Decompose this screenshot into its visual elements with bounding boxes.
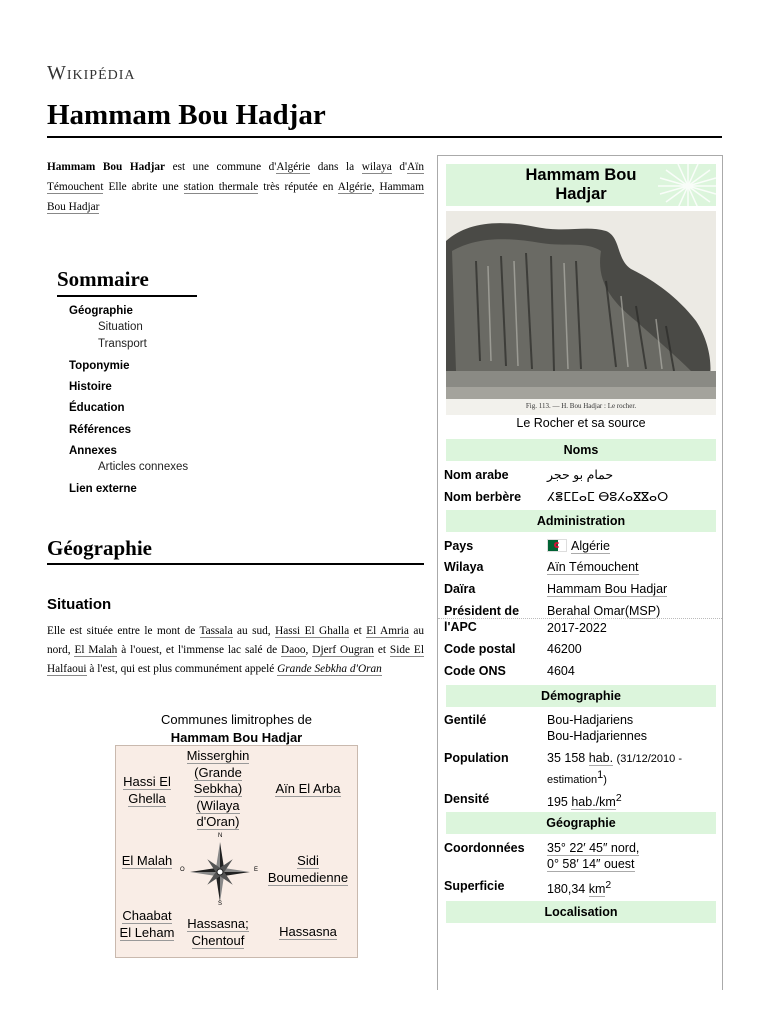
- communes-table: [115, 745, 358, 958]
- intro-text: ,: [371, 181, 380, 193]
- label-code-postal: Code postal: [444, 642, 516, 656]
- link-pays-algerie[interactable]: Algérie: [571, 539, 610, 553]
- infobox-title-text: Hammam Bou Hadjar: [525, 166, 637, 203]
- communes-caption-bold: Hammam Bou Hadjar: [170, 730, 303, 745]
- intro-text: d': [391, 161, 408, 173]
- infobox-section-noms: Noms: [446, 439, 716, 461]
- value-wilaya: [547, 559, 639, 575]
- link-msp[interactable]: MSP: [628, 604, 657, 618]
- toc-item-annexes[interactable]: Annexes: [69, 445, 117, 457]
- value-gentile-1: Bou-Hadjariens: [547, 713, 634, 727]
- commune-s: [178, 916, 258, 949]
- infobox-image[interactable]: [446, 211, 716, 415]
- link-station-thermale[interactable]: station thermale: [183, 181, 259, 193]
- population-ref[interactable]: 1: [597, 769, 604, 781]
- link-hassasna[interactable]: Hassasna: [279, 924, 337, 939]
- intro-text: très réputée en: [258, 181, 338, 193]
- label-densite: Densité: [444, 792, 490, 806]
- link-el-amria[interactable]: El Amria: [366, 625, 409, 637]
- toc-item-geographie[interactable]: Géographie: [69, 305, 133, 317]
- p-text: et: [349, 625, 367, 637]
- algeria-flag-icon: [547, 539, 567, 552]
- densite-value: 195: [547, 795, 568, 810]
- link-sidi-boumedienne[interactable]: Sidi Boumedienne: [267, 853, 349, 885]
- value-daira: [547, 581, 667, 597]
- commune-sw: [116, 908, 178, 941]
- infobox-section-localisation: Localisation: [446, 901, 716, 923]
- infobox-title: [446, 164, 716, 206]
- paren-open: (: [624, 604, 629, 618]
- link-daira[interactable]: Hammam Bou Hadjar: [547, 582, 668, 596]
- value-coord-1: [547, 840, 639, 856]
- intro-paragraph: [47, 157, 424, 217]
- toc-item-toponymie[interactable]: Toponymie: [69, 360, 130, 372]
- value-code-ons: 4604: [547, 664, 575, 678]
- commune-e: [258, 853, 358, 886]
- paren-close: ): [656, 604, 661, 618]
- toc-item-articles-connexes[interactable]: Articles connexes: [98, 461, 189, 473]
- label-nom-arabe: Nom arabe: [444, 468, 509, 482]
- title-divider: [47, 136, 722, 138]
- population-value: 35 158: [547, 751, 586, 765]
- compass-e: E: [254, 867, 259, 873]
- value-code-postal: 46200: [547, 642, 582, 656]
- link-coord-lon[interactable]: 0° 58′ 14″ ouest: [547, 857, 635, 871]
- commune-nw: [116, 774, 178, 807]
- link-hassi-el-ghella[interactable]: Hassi El Ghella: [123, 774, 171, 806]
- intro-text: Elle abrite une: [103, 181, 184, 193]
- p-text: ,: [305, 644, 313, 656]
- superficie-unit[interactable]: km: [588, 882, 606, 897]
- intro-text: dans la: [310, 161, 362, 173]
- section-divider: [47, 563, 424, 565]
- page-title: Hammam Bou Hadjar: [47, 99, 326, 131]
- population-note: (31/12/2010 - estimation: [547, 753, 682, 787]
- value-coord-2: [547, 856, 635, 872]
- commune-n: [178, 748, 258, 831]
- label-pays: Pays: [444, 539, 474, 553]
- densite-unit[interactable]: hab./km: [571, 795, 616, 810]
- wikipedia-wordmark[interactable]: Wikipédia: [47, 62, 136, 84]
- infobox-section-demographie: Démographie: [446, 685, 716, 707]
- densite-sup: 2: [615, 793, 622, 804]
- infobox: [437, 155, 723, 990]
- situation-paragraph: [47, 622, 424, 679]
- infobox-image-caption: Le Rocher et sa source: [516, 416, 646, 430]
- label-daira: Daïra: [444, 582, 476, 596]
- value-mandate: 2017-2022: [547, 621, 607, 635]
- compass-s: S: [218, 901, 223, 907]
- p-text: Elle est située entre le mont de: [47, 625, 200, 637]
- link-tassala[interactable]: Tassala: [199, 625, 233, 637]
- label-population: Population: [444, 751, 509, 765]
- value-president: [547, 603, 660, 619]
- intro-bold-title: Hammam Bou Hadjar: [47, 161, 166, 173]
- value-densite: [547, 791, 622, 810]
- value-gentile-2: Bou-Hadjariennes: [547, 729, 648, 743]
- infobox-section-administration: Administration: [446, 510, 716, 532]
- link-side-el-halfaoui[interactable]: Side El Halfaoui: [47, 644, 424, 675]
- value-population: [547, 750, 717, 788]
- toc-heading: Sommaire: [57, 267, 149, 291]
- commune-se: [258, 924, 358, 941]
- p-text: et: [373, 644, 390, 656]
- president-name: Berahal Omar: [547, 604, 625, 618]
- value-pays: [547, 538, 610, 554]
- link-hassi-el-ghalla[interactable]: Hassi El Ghalla: [275, 625, 350, 637]
- p-text: à l'est, qui est plus communément appelé: [86, 663, 278, 675]
- label-president: Président de l'APC: [444, 604, 520, 634]
- link-wilaya-ain-temouchent[interactable]: Aïn Témouchent: [547, 560, 639, 574]
- toc-item-transport[interactable]: Transport: [98, 338, 147, 350]
- link-algerie[interactable]: Algérie: [276, 161, 311, 173]
- value-nom-arabe: حمام بو حجر: [547, 468, 614, 482]
- toc-item-education[interactable]: Éducation: [69, 402, 125, 414]
- link-chaabat-el-leham[interactable]: Chaabat El Leham: [119, 908, 175, 940]
- label-gentile: Gentilé: [444, 713, 487, 727]
- compass-n: N: [218, 833, 223, 839]
- toc-item-histoire[interactable]: Histoire: [69, 381, 112, 393]
- communes-caption: [115, 711, 358, 747]
- section-heading-geographie: Géographie: [47, 536, 152, 560]
- link-hab[interactable]: hab.: [588, 751, 614, 765]
- compass-o: O: [180, 867, 185, 873]
- label-nom-berbere: Nom berbère: [444, 490, 522, 504]
- link-grande-sebkha[interactable]: Grande Sebkha d'Oran: [277, 663, 382, 675]
- label-code-ons: Code ONS: [444, 664, 506, 678]
- link-ain-temouchent[interactable]: Aïn Témouchent: [47, 161, 424, 193]
- value-nom-berbere: ⵃⴻⵎⵎⴰⵎ ⴱⵓⵃⴰⴵⴵⴰⵔ: [547, 490, 669, 504]
- label-wilaya: Wilaya: [444, 560, 484, 574]
- subsection-heading-situation: Situation: [47, 596, 112, 613]
- toc-item-references[interactable]: Références: [69, 424, 132, 436]
- commune-ne: [258, 781, 358, 798]
- page-break-line: [438, 618, 722, 619]
- link-ain-el-arba[interactable]: Aïn El Arba: [275, 781, 341, 796]
- link-coord-lat[interactable]: 35° 22′ 45″ nord,: [547, 841, 640, 855]
- link-hassasna-chentouf[interactable]: Hassasna; Chentouf: [187, 916, 249, 948]
- link-wilaya[interactable]: wilaya: [361, 161, 392, 173]
- commune-w: [116, 853, 178, 870]
- image-inscription: Fig. 113. — H. Bou Hadjar : Le rocher.: [525, 402, 637, 410]
- label-coordonnees: Coordonnées: [444, 841, 525, 855]
- label-superficie: Superficie: [444, 879, 505, 893]
- superficie-sup: 2: [605, 880, 612, 891]
- intro-text: est une commune d': [165, 161, 277, 173]
- link-daoo[interactable]: Daoo: [281, 644, 306, 656]
- toc-divider: [57, 295, 197, 297]
- p-text: au sud,: [232, 625, 276, 637]
- link-el-malah-2[interactable]: El Malah: [121, 853, 173, 868]
- link-algerie-2[interactable]: Algérie: [337, 181, 372, 193]
- p-text: au nord,: [47, 625, 424, 656]
- toc-item-situation[interactable]: Situation: [98, 321, 143, 333]
- infobox-section-geographie: Géographie: [446, 812, 716, 834]
- population-note-end: ): [603, 774, 607, 787]
- superficie-value: 180,34: [547, 882, 586, 897]
- rock-photo-icon: [446, 211, 716, 415]
- toc-item-lien-externe[interactable]: Lien externe: [69, 483, 137, 495]
- communes-caption-text: Communes limitrophes de: [160, 712, 312, 727]
- link-el-malah[interactable]: El Malah: [74, 644, 118, 656]
- link-djerf-ougran[interactable]: Djerf Ougran: [312, 644, 374, 656]
- compass-rose-icon: [182, 834, 258, 910]
- p-text: à l'ouest, et l'immense lac salé de: [117, 644, 282, 656]
- link-misserghin[interactable]: Misserghin (Grande Sebkha) (Wilaya d'Oran): [186, 748, 250, 829]
- link-hammam-bou-hadjar[interactable]: Hammam Bou Hadjar: [47, 181, 424, 213]
- value-superficie: [547, 878, 611, 897]
